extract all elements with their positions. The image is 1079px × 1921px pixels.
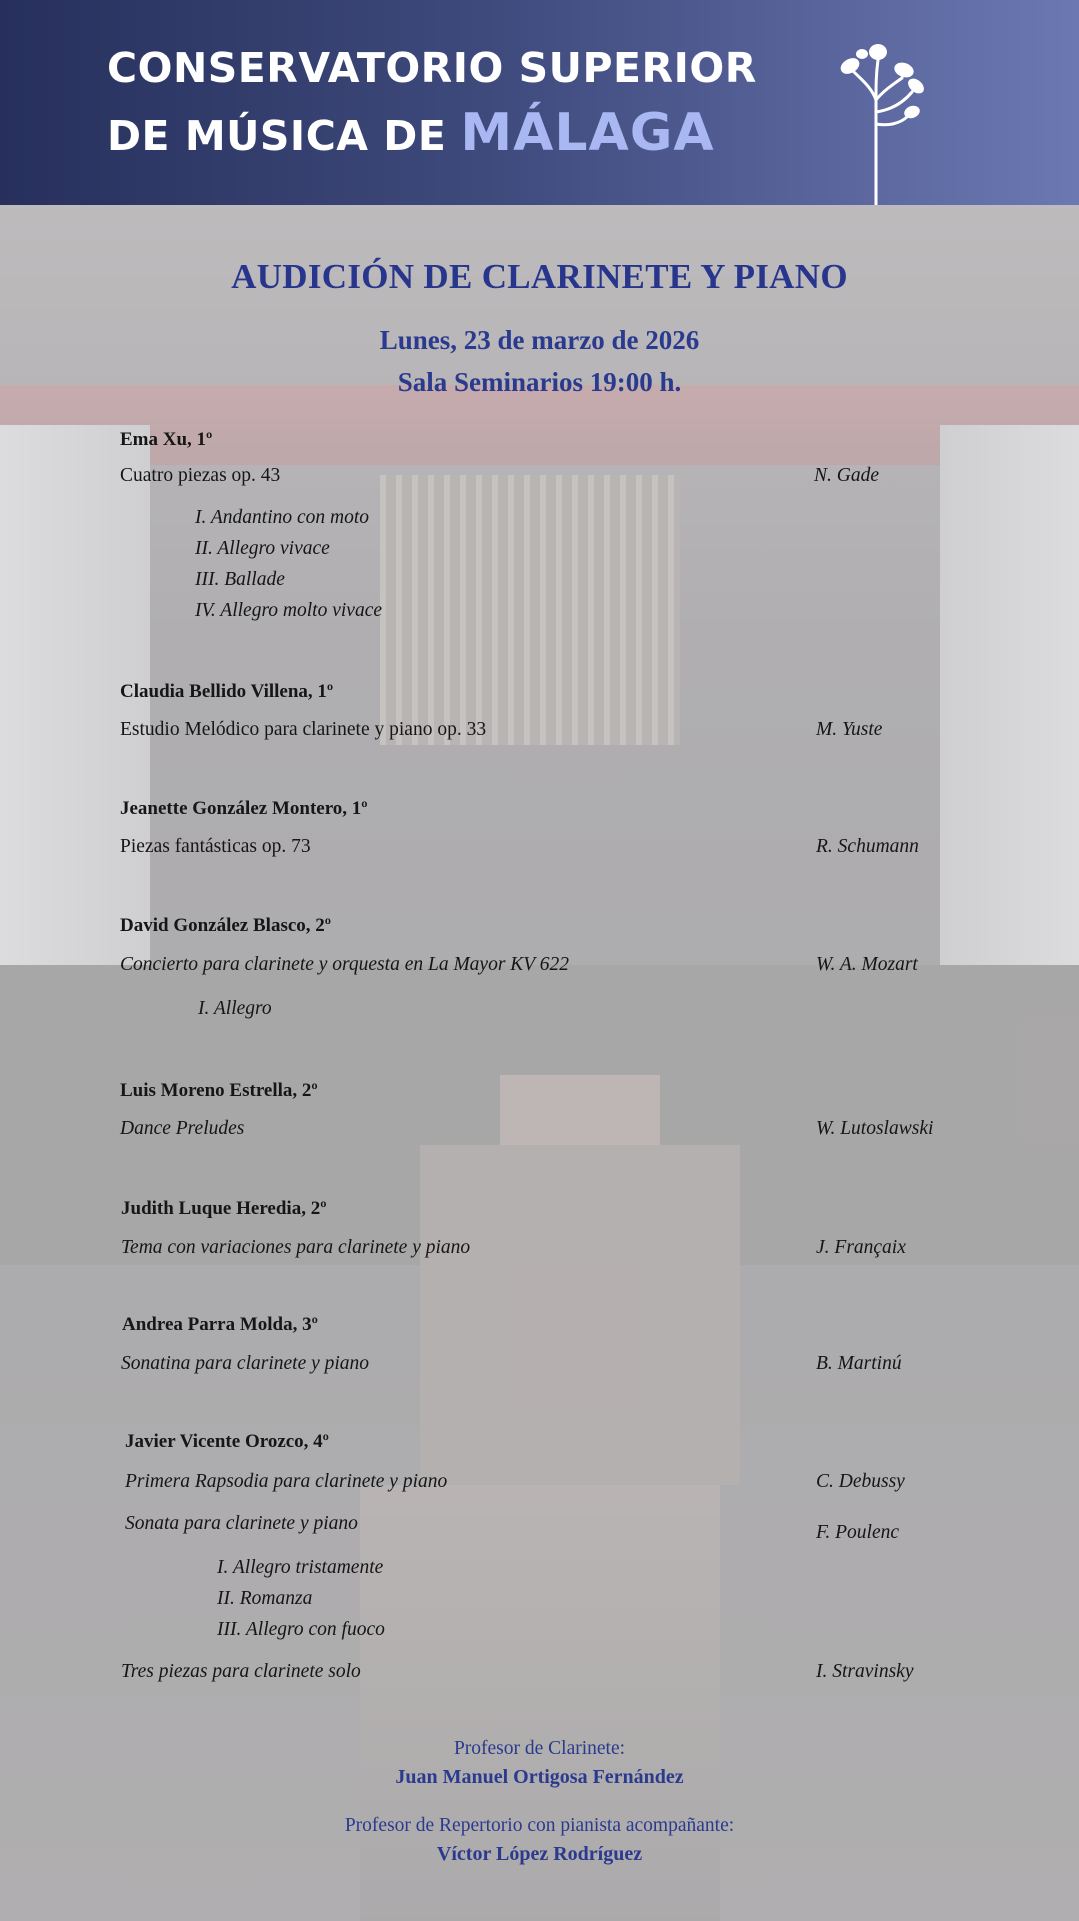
composer: F. Poulenc xyxy=(816,1522,900,1543)
work-title: Estudio Melódico para clarinete y piano op. 33 xyxy=(120,719,487,740)
performer-name: Javier Vicente Orozco, 4º xyxy=(125,1431,329,1452)
institution-name-line1: CONSERVATORIO SUPERIOR xyxy=(107,44,757,92)
composer: N. Gade xyxy=(814,465,879,486)
work-title: Piezas fantásticas op. 73 xyxy=(120,836,311,857)
conservatory-logo-icon xyxy=(832,30,932,206)
work-title: Primera Rapsodia para clarinete y piano xyxy=(125,1471,448,1492)
composer: M. Yuste xyxy=(816,719,883,740)
composer: C. Debussy xyxy=(816,1471,905,1492)
header-banner xyxy=(0,0,1079,205)
movement: I. Andantino con moto xyxy=(195,507,370,528)
movement: IV. Allegro molto vivace xyxy=(195,600,383,621)
clarinet-teacher-role: Profesor de Clarinete: xyxy=(453,1738,626,1759)
performer-name: Jeanette González Montero, 1º xyxy=(120,798,368,819)
movement: II. Romanza xyxy=(217,1588,313,1609)
work-title: Sonata para clarinete y piano xyxy=(125,1513,358,1534)
performer-name: Ema Xu, 1º xyxy=(120,429,213,450)
movement: I. Allegro tristamente xyxy=(217,1557,384,1578)
composer: W. Lutoslawski xyxy=(816,1118,934,1139)
performer-name: Luis Moreno Estrella, 2º xyxy=(120,1080,318,1101)
work-title: Tema con variaciones para clarinete y piano xyxy=(121,1237,471,1258)
event-venue-time: Sala Seminarios 19:00 h. xyxy=(397,367,682,397)
repertoire-teacher-role: Profesor de Repertorio con pianista acompañante: xyxy=(344,1815,735,1836)
composer: B. Martinú xyxy=(816,1353,902,1374)
work-title: Cuatro piezas op. 43 xyxy=(120,465,281,486)
composer: R. Schumann xyxy=(816,836,919,857)
clarinet-teacher-name: Juan Manuel Ortigosa Fernández xyxy=(395,1766,684,1788)
movement: II. Allegro vivace xyxy=(195,538,330,559)
work-title: Concierto para clarinete y orquesta en La Mayor KV 622 xyxy=(120,954,569,975)
institution-name-line2 xyxy=(107,103,715,163)
movement: III. Ballade xyxy=(195,569,285,590)
composer: J. Françaix xyxy=(816,1237,906,1258)
institution-city: MÁLAGA xyxy=(460,103,715,163)
work-title: Dance Preludes xyxy=(120,1118,245,1139)
performer-name: Judith Luque Heredia, 2º xyxy=(121,1198,327,1219)
performer-name: David González Blasco, 2º xyxy=(120,915,332,936)
composer: W. A. Mozart xyxy=(816,954,918,975)
work-title: Sonatina para clarinete y piano xyxy=(121,1353,370,1374)
event-title: AUDICIÓN DE CLARINETE Y PIANO xyxy=(231,257,848,296)
performer-name: Claudia Bellido Villena, 1º xyxy=(120,681,334,702)
movement: III. Allegro con fuoco xyxy=(217,1619,385,1640)
event-date: Lunes, 23 de marzo de 2026 xyxy=(379,325,700,355)
performer-name: Andrea Parra Molda, 3º xyxy=(122,1314,318,1335)
work-title: Tres piezas para clarinete solo xyxy=(121,1661,361,1682)
movement: I. Allegro xyxy=(198,998,272,1019)
repertoire-teacher-name: Víctor López Rodríguez xyxy=(436,1843,643,1865)
composer: I. Stravinsky xyxy=(816,1661,914,1682)
institution-name-prefix: DE MÚSICA DE xyxy=(107,112,447,160)
